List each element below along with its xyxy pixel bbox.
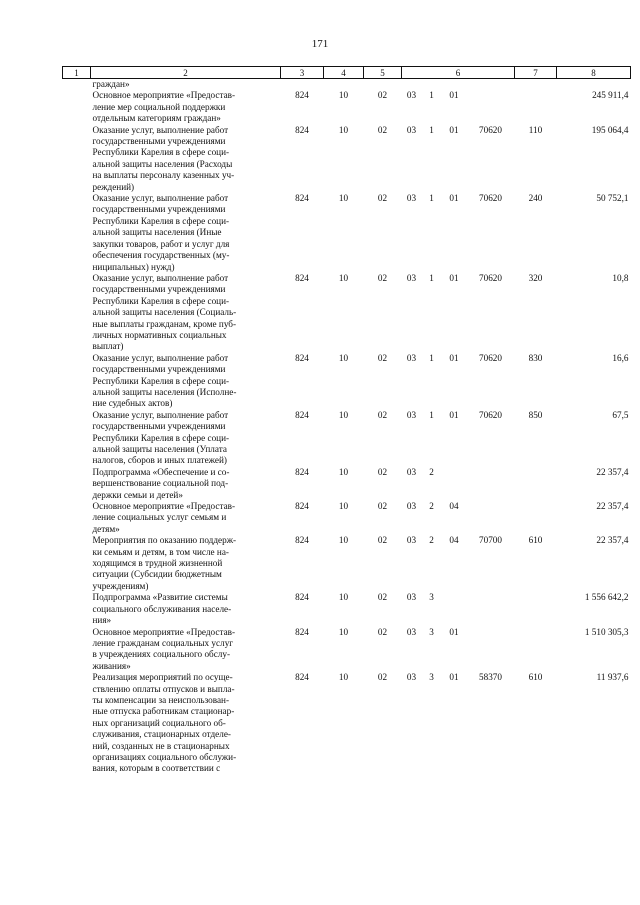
name-line: ниципальных) нужд) (92, 261, 175, 272)
cell-expense-type: 610 (528, 672, 543, 683)
name-line: ситуации (Субсидии бюджетным (92, 569, 222, 580)
name-line: государственными учреждениями (92, 421, 226, 432)
name-line: закупки товаров, работ и услуг для (92, 238, 230, 249)
cell-expense-type (515, 90, 557, 124)
cell-subsection: 02 (377, 193, 388, 204)
name-line: Республики Карелия в сфере соци- (92, 375, 230, 386)
cell-subprogram: 2 (429, 466, 434, 477)
cell-section: 10 (338, 626, 349, 637)
name-line: живания» (92, 660, 131, 671)
cell-section: 10 (338, 501, 349, 512)
table-row (63, 410, 631, 467)
cell-event: 01 (449, 124, 459, 135)
name-line: Республики Карелия в сфере соци- (92, 215, 230, 226)
cell-section: 10 (338, 409, 349, 420)
table-row (63, 672, 631, 775)
cell-expense-type (515, 467, 557, 501)
name-line: ки семьям и детям, в том числе на- (92, 546, 229, 557)
cell-section: 10 (338, 352, 349, 363)
name-line: государственными учреждениями (92, 204, 226, 215)
name-line: организациях социального обслужи- (92, 751, 237, 762)
name-line: Республики Карелия в сфере соци- (92, 147, 230, 158)
name-line: Оказание услуг, выполнение работ (92, 193, 229, 204)
cell-subsection: 02 (377, 352, 388, 363)
cell-subsection: 02 (377, 409, 388, 420)
table-row (63, 125, 631, 193)
table-body (63, 79, 631, 775)
name-line: вания, которым в соответствии с (92, 763, 221, 774)
cell-amount: 22 357,4 (596, 501, 629, 512)
cell-section (324, 79, 364, 91)
cell-direction (467, 627, 515, 673)
name-line: в учреждениях социального обслу- (92, 649, 231, 660)
cell-program: 03 (406, 90, 417, 101)
cell-index (63, 79, 91, 91)
name-line: альной защиты населения (Иные (92, 227, 222, 238)
name-line: служивания, стационарных отделе- (92, 729, 231, 740)
cell-event: 01 (449, 90, 459, 101)
cell-direction (467, 79, 515, 91)
cell-admin-code: 824 (295, 672, 309, 683)
cell-amount: 22 357,4 (596, 466, 629, 477)
cell-subprogram: 1 (429, 124, 434, 135)
cell-expense-type: 320 (528, 272, 543, 283)
cell-amount (557, 79, 631, 91)
cell-expense-type: 610 (528, 535, 543, 546)
name-line: Оказание услуг, выполнение работ (92, 352, 229, 363)
cell-name (91, 273, 281, 353)
cell-amount: 67,5 (612, 409, 629, 420)
cell-admin-code: 824 (295, 90, 309, 101)
cell-subsection: 02 (377, 501, 388, 512)
cell-section: 10 (338, 272, 349, 283)
name-line: Основное мероприятие «Предостав- (92, 501, 236, 512)
cell-subsection: 02 (377, 272, 388, 283)
cell-program: 03 (406, 592, 417, 603)
cell-program: 03 (406, 352, 417, 363)
name-line: государственными учреждениями (92, 364, 226, 375)
cell-index (63, 627, 91, 673)
name-line: ление мер социальной поддержки (92, 101, 226, 112)
cell-event: 04 (449, 535, 459, 546)
name-line: вершенствование социальной под- (92, 478, 229, 489)
cell-admin-code: 824 (295, 409, 309, 420)
name-line: альной защиты населения (Социаль- (92, 307, 237, 318)
cell-index (63, 535, 91, 592)
cell-section: 10 (338, 90, 349, 101)
name-line: ты компенсации за неиспользован- (92, 694, 230, 705)
cell-subprogram (422, 79, 442, 91)
cell-index (63, 125, 91, 193)
cell-expense-type (515, 501, 557, 535)
cell-program: 03 (406, 272, 417, 283)
cell-name (91, 467, 281, 501)
header-row (63, 67, 631, 79)
cell-event: 01 (449, 272, 459, 283)
cell-subprogram: 1 (429, 193, 434, 204)
table-row (63, 467, 631, 501)
cell-expense-type (515, 627, 557, 673)
name-line: налогов, сборов и иных платежей) (92, 455, 227, 466)
cell-amount: 50 752,1 (596, 193, 629, 204)
cell-direction (467, 592, 515, 626)
cell-program: 03 (406, 626, 417, 637)
header-col-4: 4 (324, 67, 364, 79)
page-number: 171 (311, 38, 329, 50)
cell-program: 03 (406, 535, 417, 546)
cell-subsection: 02 (377, 672, 388, 683)
name-line: реждений) (92, 181, 135, 192)
name-line: Подпрограмма «Обеспечение и со- (92, 466, 230, 477)
cell-section: 10 (338, 592, 349, 603)
cell-event: 01 (449, 193, 459, 204)
name-line: альной защиты населения (Исполне- (92, 386, 237, 397)
cell-expense-type: 110 (528, 124, 543, 135)
cell-subprogram: 3 (429, 592, 434, 603)
cell-expense-type: 830 (528, 352, 543, 363)
cell-direction: 70620 (479, 124, 502, 135)
name-line: отдельным категориям граждан» (92, 113, 221, 124)
table-row (63, 592, 631, 626)
cell-expense-type (515, 592, 557, 626)
name-line: Основное мероприятие «Предостав- (92, 90, 236, 101)
name-line: личных нормативных социальных (92, 329, 227, 340)
cell-name (91, 90, 281, 124)
name-line: ление социальных услуг семьям и (92, 512, 227, 523)
name-line: ние судебных актов) (92, 398, 173, 409)
cell-name (91, 672, 281, 775)
cell-name (91, 353, 281, 410)
cell-expense-type: 240 (528, 193, 543, 204)
table-row (63, 79, 631, 91)
name-line: ные отпуска работникам стационар- (92, 706, 235, 717)
name-line: детям» (92, 523, 120, 534)
cell-section: 10 (338, 466, 349, 477)
cell-name (91, 627, 281, 673)
name-line: ния» (92, 615, 112, 626)
name-line: Оказание услуг, выполнение работ (92, 272, 229, 283)
cell-subprogram: 2 (429, 535, 434, 546)
cell-name (91, 535, 281, 592)
name-line: Подпрограмма «Развитие системы (92, 592, 228, 603)
cell-name (91, 501, 281, 535)
cell-amount: 16,6 (612, 352, 629, 363)
name-line: выплат) (92, 341, 124, 352)
cell-index (63, 273, 91, 353)
cell-index (63, 672, 91, 775)
name-line: государственными учреждениями (92, 136, 226, 147)
table-row (63, 193, 631, 273)
name-line: альной защиты населения (Расходы (92, 158, 233, 169)
table-row (63, 627, 631, 673)
cell-subprogram: 1 (429, 352, 434, 363)
cell-amount: 1 556 642,2 (584, 592, 629, 603)
cell-admin-code: 824 (295, 535, 309, 546)
name-line: ствлению оплаты отпусков и выпла- (92, 683, 235, 694)
cell-name (91, 592, 281, 626)
cell-direction: 70620 (479, 352, 502, 363)
table-row (63, 535, 631, 592)
cell-event: 01 (449, 352, 459, 363)
cell-name (91, 79, 281, 91)
name-line: Оказание услуг, выполнение работ (92, 409, 229, 420)
header-col-3: 3 (281, 67, 324, 79)
cell-section: 10 (338, 672, 349, 683)
name-line: учреждениям) (92, 580, 149, 591)
cell-expense-type (515, 79, 557, 91)
name-line: Республики Карелия в сфере соци- (92, 295, 230, 306)
name-line: обеспечения государственных (му- (92, 250, 230, 261)
cell-event: 01 (449, 409, 459, 420)
cell-amount: 245 911,4 (592, 90, 629, 101)
cell-subprogram: 1 (429, 272, 434, 283)
name-line: ление гражданам социальных услуг (92, 637, 234, 648)
name-line: ходящимся в трудной жизненной (92, 558, 223, 569)
table-row (63, 353, 631, 410)
table-row (63, 273, 631, 353)
cell-direction: 58370 (479, 672, 502, 683)
name-line: Мероприятия по оказанию поддерж- (92, 535, 237, 546)
cell-amount: 10,8 (612, 272, 629, 283)
cell-index (63, 501, 91, 535)
cell-index (63, 467, 91, 501)
cell-admin-code: 824 (295, 352, 309, 363)
cell-program: 03 (406, 193, 417, 204)
cell-admin-code: 824 (295, 501, 309, 512)
cell-subsection: 02 (377, 626, 388, 637)
cell-section: 10 (338, 193, 349, 204)
cell-amount: 1 510 305,3 (584, 626, 629, 637)
cell-admin-code: 824 (295, 592, 309, 603)
header-col-2: 2 (91, 67, 281, 79)
cell-direction (467, 501, 515, 535)
cell-name (91, 125, 281, 193)
cell-event: 04 (449, 501, 459, 512)
cell-program: 03 (406, 501, 417, 512)
cell-subsection (364, 79, 402, 91)
cell-subprogram: 2 (429, 501, 434, 512)
cell-subsection: 02 (377, 466, 388, 477)
cell-direction: 70620 (479, 272, 502, 283)
table-row (63, 90, 631, 124)
cell-amount: 195 064,4 (591, 124, 629, 135)
header-col-6: 6 (402, 67, 515, 79)
name-line: государственными учреждениями (92, 284, 226, 295)
cell-index (63, 90, 91, 124)
cell-event (442, 592, 467, 626)
cell-subprogram: 3 (429, 672, 434, 683)
cell-event (442, 79, 467, 91)
cell-program (402, 79, 422, 91)
name-line: Республики Карелия в сфере соци- (92, 432, 230, 443)
header-col-8: 8 (557, 67, 631, 79)
name-line: граждан» (92, 79, 130, 89)
cell-program: 03 (406, 466, 417, 477)
name-line: альной защиты населения (Уплата (92, 444, 227, 454)
cell-section: 10 (338, 535, 349, 546)
budget-table (62, 66, 631, 775)
cell-name (91, 193, 281, 273)
cell-event (442, 467, 467, 501)
cell-admin-code: 824 (295, 626, 309, 637)
name-line: Основное мероприятие «Предостав- (92, 626, 236, 637)
cell-index (63, 592, 91, 626)
cell-subsection: 02 (377, 90, 388, 101)
cell-program: 03 (406, 124, 417, 135)
cell-admin-code: 824 (295, 466, 309, 477)
cell-amount: 11 937,6 (596, 672, 629, 683)
name-line: Оказание услуг, выполнение работ (92, 124, 229, 135)
cell-admin-code (281, 79, 324, 91)
cell-index (63, 353, 91, 410)
cell-section: 10 (338, 124, 349, 135)
cell-direction: 70700 (479, 535, 502, 546)
cell-subsection: 02 (377, 535, 388, 546)
cell-subprogram: 3 (429, 626, 434, 637)
cell-admin-code: 824 (295, 272, 309, 283)
cell-event: 01 (449, 626, 459, 637)
name-line: ний, созданных не в стационарных (92, 740, 230, 751)
cell-subsection: 02 (377, 124, 388, 135)
cell-event: 01 (449, 672, 459, 683)
name-line: держки семьи и детей» (92, 489, 183, 500)
name-line: Реализация мероприятий по осуще- (92, 672, 233, 683)
cell-direction: 70620 (479, 409, 502, 420)
cell-subprogram: 1 (429, 90, 434, 101)
cell-index (63, 193, 91, 273)
name-line: на выплаты персоналу казенных уч- (92, 170, 235, 181)
header-col-5: 5 (364, 67, 402, 79)
name-line: ные выплаты гражданам, кроме пуб- (92, 318, 237, 329)
cell-direction (467, 467, 515, 501)
cell-subsection: 02 (377, 592, 388, 603)
cell-index (63, 410, 91, 467)
cell-name (91, 410, 281, 467)
cell-direction (467, 90, 515, 124)
cell-subprogram: 1 (429, 409, 434, 420)
table-row (63, 501, 631, 535)
cell-program: 03 (406, 409, 417, 420)
name-line: ных организаций социального об- (92, 717, 226, 728)
cell-admin-code: 824 (295, 193, 309, 204)
name-line: социального обслуживания населе- (92, 603, 232, 614)
header-col-1: 1 (63, 67, 91, 79)
header-col-7: 7 (515, 67, 557, 79)
cell-direction: 70620 (479, 193, 502, 204)
cell-amount: 22 357,4 (596, 535, 629, 546)
cell-expense-type: 850 (528, 409, 543, 420)
cell-admin-code: 824 (295, 124, 309, 135)
cell-program: 03 (406, 672, 417, 683)
